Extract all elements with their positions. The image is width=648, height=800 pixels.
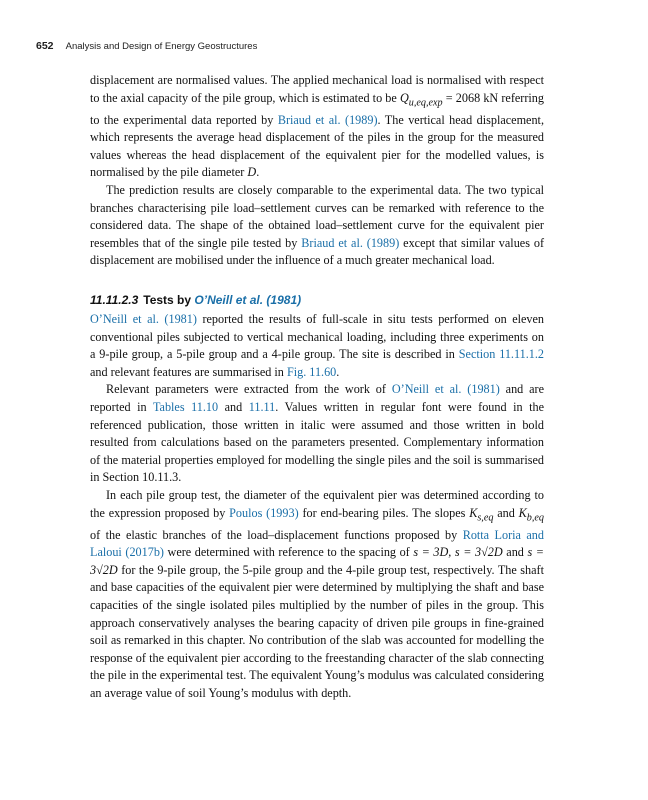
paragraph-4 xyxy=(90,381,544,487)
text-run: except that similar values of displacement are mobilised under the influence of a much greater mechanical load. xyxy=(90,235,544,268)
paragraph-3 xyxy=(90,311,544,381)
citation-link[interactable]: O’Neill et al. (1981) xyxy=(391,382,500,397)
math-kb-eq: $K_{b,eq}$ xyxy=(518,505,544,523)
citation-link[interactable]: Briaud et al. (1989) xyxy=(301,235,400,250)
text-run: were determined with reference to the spacing of xyxy=(163,545,414,560)
text-run: for end-bearing piles. The slopes xyxy=(298,505,470,520)
citation-link[interactable]: O’Neill et al. (1981) xyxy=(90,311,197,326)
citation-link[interactable]: Rotta Loria and Laloui (2017b) xyxy=(90,527,544,560)
section-number: 11.11.2.3 xyxy=(90,292,139,307)
section-link[interactable]: Section 11.11.1.2 xyxy=(458,347,544,362)
citation-link[interactable]: Briaud et al. (1989) xyxy=(277,112,378,127)
text-run: and xyxy=(218,399,249,414)
text-run: and xyxy=(502,545,528,560)
paragraph-2 xyxy=(90,182,544,270)
text-run: and relevant features are summarised in xyxy=(90,364,287,379)
math-q-subscript: u,eq,exp xyxy=(408,97,443,109)
text-run: . Values written in regular font were found in the referenced publication, those written in italic were assumed and those written in bold resulted from calculations based on the parameters presented. Complementary information of the material properties employed for modelling the single piles and the soil is summarised in Section 10.11.3. xyxy=(90,399,544,485)
text-run: In each pile group test, the diameter of the equivalent pier was determined according to the expression proposed by xyxy=(90,487,544,520)
text-run: Relevant parameters were extracted from the work of xyxy=(106,382,392,397)
running-title: Analysis and Design of Energy Geostructures xyxy=(65,41,258,52)
text-run: . The vertical head displacement, which represents the average head displacement of the piles in the group for the measured values whereas the head displacement of the equivalent pier for the modelled values, is normalised by the pile diameter xyxy=(90,112,544,180)
math-spacing: s = 3D, s = 3√2D xyxy=(413,545,503,560)
text-run: . xyxy=(336,364,340,379)
section-title-citation[interactable]: O’Neill et al. (1981) xyxy=(194,292,302,307)
text-run: and are reported in xyxy=(90,382,545,414)
table-link[interactable]: 11.11 xyxy=(248,399,276,414)
text-run: . xyxy=(256,165,260,180)
page-number: 652 xyxy=(36,40,54,52)
text-run: The prediction results are closely comparable to the experimental data. The two typical branches characterising pile load–settlement curves can be remarked with reference to the considered data. The shape of the obtained load–settlement curve for the equivalent pier resembles that of the single pile tested by xyxy=(90,183,544,250)
math-spacing: s = 3√2D xyxy=(90,545,544,577)
text-run: displacement are normalised values. The applied mechanical load is normalised with respect to the axial capacity of the pile group, which is estimated to be xyxy=(90,73,544,105)
text-run: for the 9-pile group, the 5-pile group and the 4-pile group test, respectively. The shaft and base capacities of the equivalent pier were determined by multiplying the shaft and base capacities of the single isolated piles multiplied by the number of piles in the group. This approach conservatively analyses the bearing capacity of driven pile groups in fine-grained soil as remarked in this chapter. No contribution of the slab was accounted for modelling the response of the equivalent pier according to the freestanding character of the slab connecting the pile in the experimental test. The equivalent Young’s modulus was calculated considering an average value of soil Young’s modulus with depth. xyxy=(90,562,544,700)
paragraph-5 xyxy=(90,487,544,703)
text-run: reported the results of full-scale in situ tests performed on eleven conventional piles subjected to vertical mechanical loading, including three experiments on a 9-pile group, a 5-pile group and a 4-pile group. The site is described in xyxy=(90,311,545,362)
running-header xyxy=(36,40,257,52)
text-run: of the elastic branches of the load–displacement functions proposed by xyxy=(90,527,463,542)
math-ks-eq: $K_{s,eq}$ xyxy=(469,505,494,523)
text-run: = 2068 kN referring to the experimental data reported by xyxy=(90,90,544,127)
math-d: D xyxy=(247,165,257,180)
citation-link[interactable]: Poulos (1993) xyxy=(229,505,299,520)
body-text xyxy=(90,72,544,702)
text-run: and xyxy=(493,505,519,520)
figure-link[interactable]: Fig. 11.60 xyxy=(286,364,337,379)
paragraph-1 xyxy=(90,72,544,182)
section-heading xyxy=(90,292,544,309)
math-q: $Q_{u,eq,exp}$ xyxy=(399,90,443,109)
table-link[interactable]: Tables 11.10 xyxy=(152,399,219,414)
section-title-prefix: Tests by xyxy=(143,292,195,307)
